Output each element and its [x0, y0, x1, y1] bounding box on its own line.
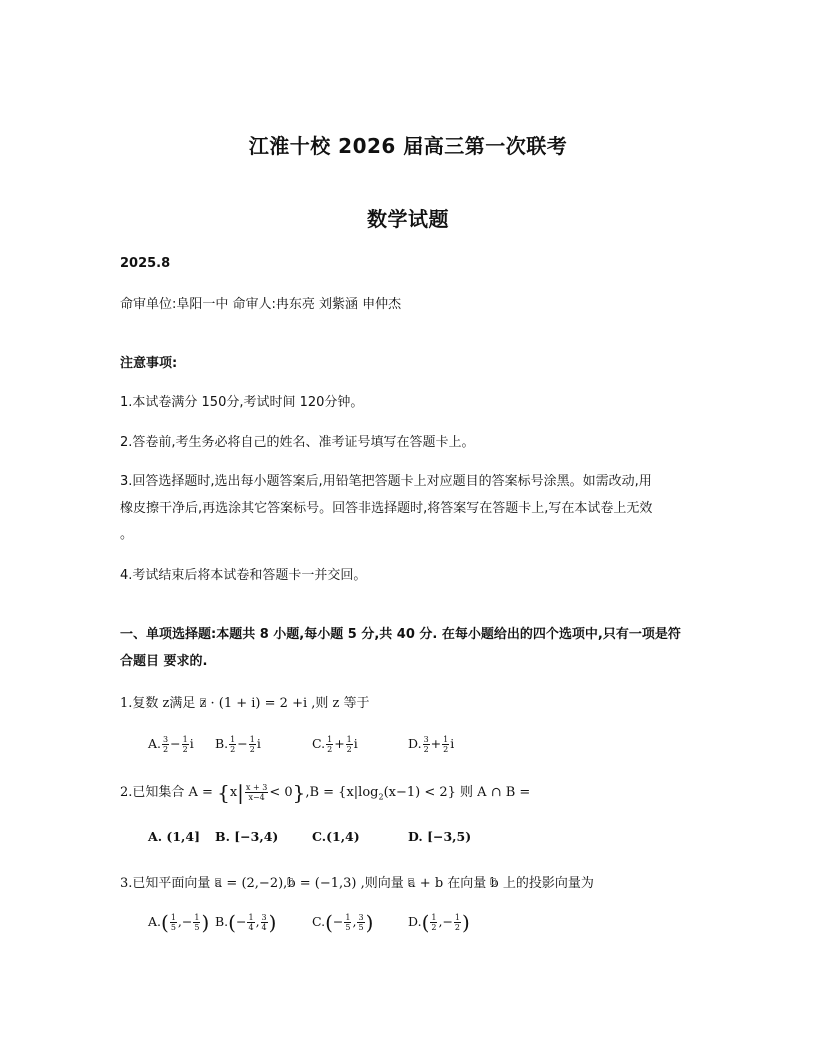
- denominator: 2: [431, 923, 437, 932]
- numerator: 3: [358, 913, 364, 922]
- sign: −: [235, 914, 247, 929]
- question-3: [120, 872, 594, 891]
- imaginary-unit: i: [353, 736, 358, 751]
- q1-option-a: [148, 735, 194, 754]
- option-label: D.: [408, 914, 422, 929]
- brace-open: {: [217, 780, 230, 805]
- fraction: [247, 913, 254, 932]
- fraction: [346, 735, 353, 754]
- denominator: 5: [345, 923, 351, 932]
- note-item: 。: [120, 527, 134, 542]
- q3-option-a: [148, 910, 210, 935]
- separator: ,−: [177, 914, 193, 929]
- denominator: 4: [261, 923, 267, 932]
- numerator: 3: [423, 735, 429, 744]
- operator: +: [430, 736, 442, 751]
- fraction: [430, 913, 437, 932]
- numerator: 1: [443, 735, 449, 744]
- denominator: 2: [163, 745, 169, 754]
- paren-open: (: [325, 910, 333, 935]
- notes-heading: 注意事项:: [120, 356, 178, 371]
- numerator: 1: [248, 913, 254, 922]
- q1-option-d: [408, 735, 454, 754]
- denominator: x−4: [248, 793, 265, 802]
- option-label: A.: [148, 736, 162, 751]
- q2-option-c: C.(1,4): [312, 829, 360, 844]
- set-bar: |: [237, 780, 244, 805]
- fraction: [326, 735, 333, 754]
- note-item: 1.本试卷满分 150分,考试时间 120分钟。: [120, 395, 364, 410]
- operator: +: [334, 736, 345, 751]
- exam-authors: 命审单位:阜阳一中 命审人:冉东亮 刘紫涵 申仲杰: [120, 297, 402, 312]
- numerator: 1: [431, 913, 437, 922]
- q2-option-b: B. [−3,4): [215, 829, 279, 844]
- option-label: B.: [215, 914, 229, 929]
- separator: ,−: [438, 914, 453, 929]
- vector-b-def: b = (−1,3): [287, 876, 357, 891]
- fraction: [245, 783, 268, 802]
- question-3-text: ,则向量: [356, 876, 408, 891]
- numerator: 1: [182, 735, 188, 744]
- numerator: 1: [327, 735, 333, 744]
- vector-a-def: a = (2,−2),: [214, 876, 288, 891]
- paren-close: ): [268, 910, 277, 935]
- note-item: 3.回答选择题时,选出每小题答案后,用铅笔把答题卡上对应题目的答案标号涂黑。如需改动,用: [120, 474, 652, 489]
- operator: −: [237, 736, 248, 751]
- q3-option-b: [215, 910, 277, 935]
- denominator: 5: [194, 923, 200, 932]
- denominator: 2: [423, 745, 429, 754]
- numerator: x + 3: [245, 783, 268, 792]
- question-2-tail: (x−1) < 2} 则 A ∩ B =: [383, 785, 531, 800]
- option-label: B.: [215, 736, 229, 751]
- denominator: 2: [443, 745, 449, 754]
- denominator: 5: [358, 923, 364, 932]
- fraction: [182, 735, 189, 754]
- question-2-prefix: 2.已知集合 A =: [120, 785, 218, 800]
- q2-option-a: A. (1,4]: [148, 829, 200, 844]
- operator: −: [170, 736, 181, 751]
- option-label: C.: [312, 736, 326, 751]
- inequality: < 0: [269, 785, 293, 800]
- q2-option-d: D. [−3,5): [408, 829, 472, 844]
- numerator: 1: [346, 735, 352, 744]
- numerator: 1: [454, 913, 461, 922]
- fraction: [442, 735, 449, 754]
- fraction: [170, 913, 177, 932]
- q3-option-d: [408, 910, 470, 935]
- imaginary-unit: i: [450, 736, 455, 751]
- question-2: [120, 780, 531, 805]
- paren-open: (: [228, 910, 236, 935]
- fraction: [454, 913, 461, 932]
- section-heading-cont: 合题目 要求的.: [120, 654, 208, 669]
- set-variable: x: [229, 785, 238, 800]
- exam-title: 江淮十校 2026 届高三第一次联考: [248, 134, 568, 158]
- q3-option-c: [312, 910, 374, 935]
- fraction: [249, 735, 256, 754]
- denominator: 2: [249, 745, 255, 754]
- sign: −: [332, 914, 344, 929]
- paren-open: (: [161, 910, 169, 935]
- section-heading: 一、单项选择题:本题共 8 小题,每小题 5 分,共 40 分. 在每小题给出的四个选项中,只有一项是符: [120, 627, 681, 642]
- denominator: 2: [454, 923, 461, 932]
- fraction: [229, 735, 236, 754]
- paren-close: ): [201, 910, 210, 935]
- set-b-def: ,B = {x|log: [305, 785, 379, 800]
- fraction: [261, 913, 268, 932]
- denominator: 5: [170, 923, 176, 932]
- fraction: [423, 735, 430, 754]
- fraction: [344, 913, 351, 932]
- note-item: 2.答卷前,考生务必将自己的姓名、准考证号填写在答题卡上。: [120, 435, 475, 450]
- exam-subtitle: 数学试题: [367, 207, 449, 231]
- q1-option-c: [312, 735, 358, 754]
- denominator: 2: [230, 745, 236, 754]
- numerator: 1: [345, 913, 351, 922]
- paren-close: ): [462, 910, 470, 935]
- numerator: 1: [249, 735, 255, 744]
- separator: ,: [255, 914, 260, 929]
- paren-close: ): [365, 910, 374, 935]
- option-label: C.: [312, 914, 326, 929]
- option-label: D.: [408, 736, 422, 751]
- denominator: 4: [248, 923, 254, 932]
- denominator: 2: [327, 745, 333, 754]
- vector-b: b: [490, 876, 499, 891]
- fraction: [162, 735, 169, 754]
- imaginary-unit: i: [256, 736, 261, 751]
- question-1-prefix: 1.复数 z满足: [120, 696, 200, 711]
- numerator: 1: [230, 735, 236, 744]
- question-3-tail: 上的投影向量为: [498, 876, 594, 891]
- vector-sum: a + b: [407, 876, 444, 891]
- numerator: 1: [194, 913, 200, 922]
- question-1-body: z · (1 + i) = 2 +i ,则 z 等于: [199, 696, 370, 711]
- numerator: 1: [170, 913, 176, 922]
- brace-close: }: [292, 780, 306, 805]
- numerator: 3: [163, 735, 169, 744]
- denominator: 2: [182, 745, 188, 754]
- note-item: 4.考试结束后将本试卷和答题卡一并交回。: [120, 568, 367, 583]
- question-3-prefix: 3.已知平面向量: [120, 876, 215, 891]
- question-1: [120, 692, 370, 711]
- paren-open: (: [421, 910, 430, 935]
- fraction: [193, 913, 200, 932]
- exam-date: 2025.8: [120, 256, 171, 271]
- option-label: A.: [148, 914, 162, 929]
- separator: ,: [352, 914, 357, 929]
- imaginary-unit: i: [189, 736, 194, 751]
- numerator: 3: [261, 913, 267, 922]
- denominator: 2: [346, 745, 352, 754]
- fraction: [357, 913, 364, 932]
- question-3-text: 在向量: [443, 876, 491, 891]
- note-item: 橡皮擦干净后,再选涂其它答案标号。回答非选择题时,将答案写在答题卡上,写在本试卷上无效: [120, 501, 653, 516]
- q1-option-b: [215, 735, 261, 754]
- log-base: 2: [378, 792, 384, 802]
